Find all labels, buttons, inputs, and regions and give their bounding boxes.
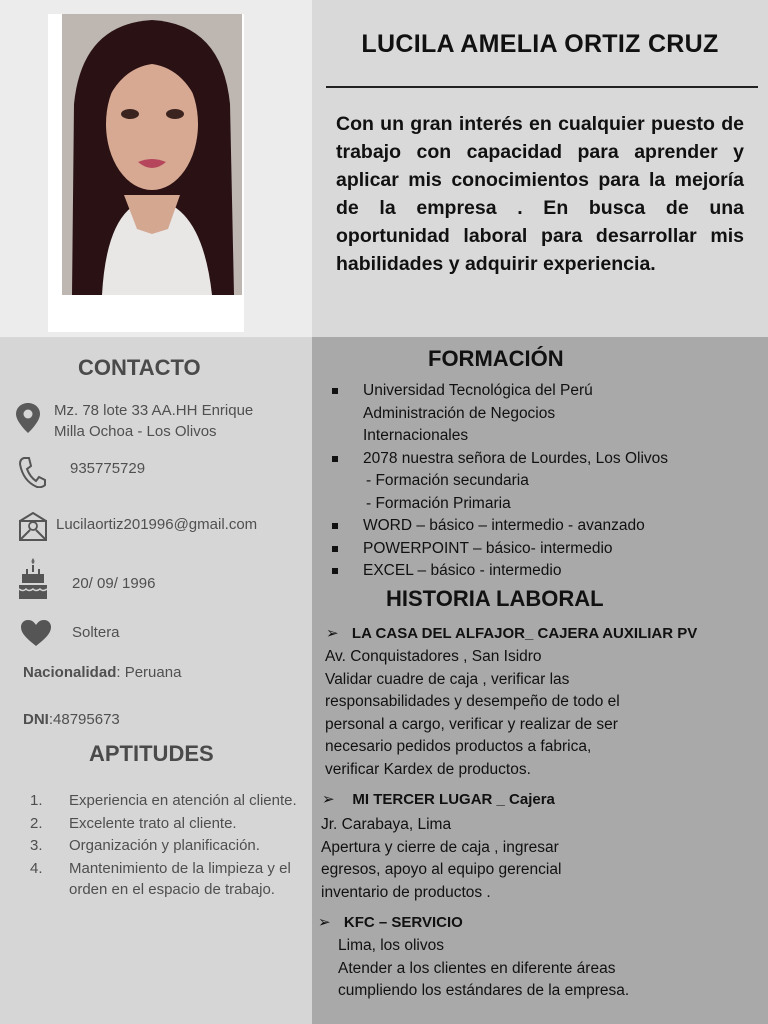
- list-item: [30, 813, 300, 835]
- aptitudes-heading: APTITUDES: [89, 741, 214, 766]
- email-address: Lucilaortiz201996@gmail.com: [56, 516, 258, 533]
- list-subitem: [330, 470, 760, 493]
- list-item-text: Administración de Negocios: [363, 404, 556, 422]
- list-number: 2.: [30, 814, 43, 832]
- square-bullet-icon: [332, 568, 338, 574]
- dni-value: :48795673: [48, 711, 120, 728]
- list-item-text: - Formación secundaria: [366, 472, 529, 489]
- envelope-icon: [18, 512, 46, 540]
- job-desc-line: Atender a los clientes en diferente áreas: [338, 959, 616, 977]
- list-item: [330, 538, 760, 561]
- name-divider: [326, 86, 758, 88]
- marital-status: Soltera: [72, 624, 120, 641]
- list-item: [330, 515, 760, 538]
- list-item-text: Universidad Tecnológica del Perú: [363, 382, 593, 399]
- list-item-text: WORD – básico – intermedio - avanzado: [363, 517, 645, 534]
- dni-label: DNI: [23, 711, 49, 728]
- phone-number: 935775729: [70, 460, 146, 477]
- formacion-list: [330, 380, 760, 583]
- job-desc-line: necesario pedidos productos a fabrica,: [325, 738, 592, 755]
- aptitudes-list: [30, 790, 300, 902]
- list-subitem: [330, 493, 760, 516]
- profile-summary: Con un gran interés en cualquier puesto de trabajo con capacidad para aprender y aplicar mis conocimientos para la mejoría de la empresa . En busca de una oportunidad laboral para desarrollar mis habilidades y adquirir experiencia.: [336, 113, 744, 275]
- list-item-continuation: [330, 425, 760, 448]
- job-desc-line: cumpliendo los estándares de la empresa.: [338, 982, 630, 999]
- job-desc-line: egresos, apoyo al equipo gerencial: [321, 861, 562, 878]
- profile-photo: [62, 14, 242, 295]
- job-description: [325, 646, 745, 781]
- nationality-label: Nacionalidad: [23, 664, 117, 681]
- formacion-heading: FORMACIÓN: [428, 346, 564, 371]
- arrow-bullet-icon: ➢: [318, 914, 331, 931]
- birth-date: 20/ 09/ 1996: [72, 575, 156, 592]
- list-item-text: Excelente trato al cliente.: [69, 814, 237, 832]
- list-number: 1.: [30, 792, 43, 809]
- historia-heading: HISTORIA LABORAL: [386, 586, 604, 611]
- job-description: [338, 935, 758, 1003]
- list-item-text: 2078 nuestra señora de Lourdes, Los Olivos: [363, 449, 669, 467]
- job-title-text: MI TERCER LUGAR _ Cajera: [352, 791, 555, 808]
- dni: [23, 709, 120, 730]
- list-number: 4.: [30, 859, 43, 877]
- list-item: [30, 790, 300, 812]
- nationality: [23, 662, 181, 683]
- job-desc-line: inventario de productos .: [321, 883, 491, 901]
- job-desc-line: personal a cargo, verificar y realizar de ser: [325, 715, 618, 733]
- job-title: [318, 913, 463, 932]
- job-location: Av. Conquistadores , San Isidro: [325, 648, 542, 665]
- job-location: Jr. Carabaya, Lima: [321, 816, 452, 833]
- list-item: [330, 560, 760, 583]
- square-bullet-icon: [332, 388, 338, 394]
- square-bullet-icon: [332, 523, 338, 529]
- contact-heading: CONTACTO: [78, 355, 201, 380]
- arrow-bullet-icon: ➢: [326, 625, 339, 642]
- address-line-1: Mz. 78 lote 33 AA.HH Enrique: [54, 402, 254, 419]
- arrow-bullet-icon: ➢: [322, 791, 335, 808]
- list-item-text: POWERPOINT – básico- intermedio: [363, 539, 613, 557]
- job-desc-line: Apertura y cierre de caja , ingresar: [321, 838, 559, 856]
- list-item-text: Experiencia en atención al cliente.: [69, 792, 297, 809]
- job-title-text: KFC – SERVICIO: [343, 914, 463, 931]
- heart-icon: [20, 619, 48, 647]
- square-bullet-icon: [332, 546, 338, 552]
- list-item-text: Internacionales: [363, 427, 469, 444]
- list-item-text: Mantenimiento de la limpieza y el orden en el espacio de trabajo.: [69, 859, 291, 898]
- phone-icon: [18, 456, 46, 484]
- job-description: [321, 814, 741, 904]
- list-item: [330, 448, 760, 471]
- candidate-name: LUCILA AMELIA ORTIZ CRUZ: [361, 30, 719, 58]
- list-item-text: EXCEL – básico - intermedio: [363, 562, 562, 579]
- list-item-continuation: [330, 403, 760, 426]
- nationality-value: : Peruana: [116, 664, 182, 681]
- address: [54, 400, 304, 442]
- list-item: [30, 835, 300, 857]
- list-item: [330, 380, 760, 403]
- cake-icon: [18, 556, 46, 584]
- job-location: Lima, los olivos: [338, 937, 444, 954]
- job-title: [326, 624, 697, 643]
- list-item-text: Organización y planificación.: [69, 837, 260, 854]
- job-title: [322, 790, 555, 809]
- map-pin-icon: [14, 402, 42, 430]
- job-desc-line: Validar cuadre de caja , verificar las: [325, 670, 570, 688]
- list-item-text: - Formación Primaria: [366, 494, 511, 512]
- job-desc-line: responsabilidades y desempeño de todo el: [325, 693, 620, 710]
- square-bullet-icon: [332, 456, 338, 462]
- job-desc-line: verificar Kardex de productos.: [325, 760, 531, 778]
- job-title-text: LA CASA DEL ALFAJOR_ CAJERA AUXILIAR PV: [351, 625, 698, 642]
- address-line-2: Milla Ochoa - Los Olivos: [54, 423, 217, 440]
- list-item: [30, 858, 300, 901]
- list-number: 3.: [30, 837, 43, 854]
